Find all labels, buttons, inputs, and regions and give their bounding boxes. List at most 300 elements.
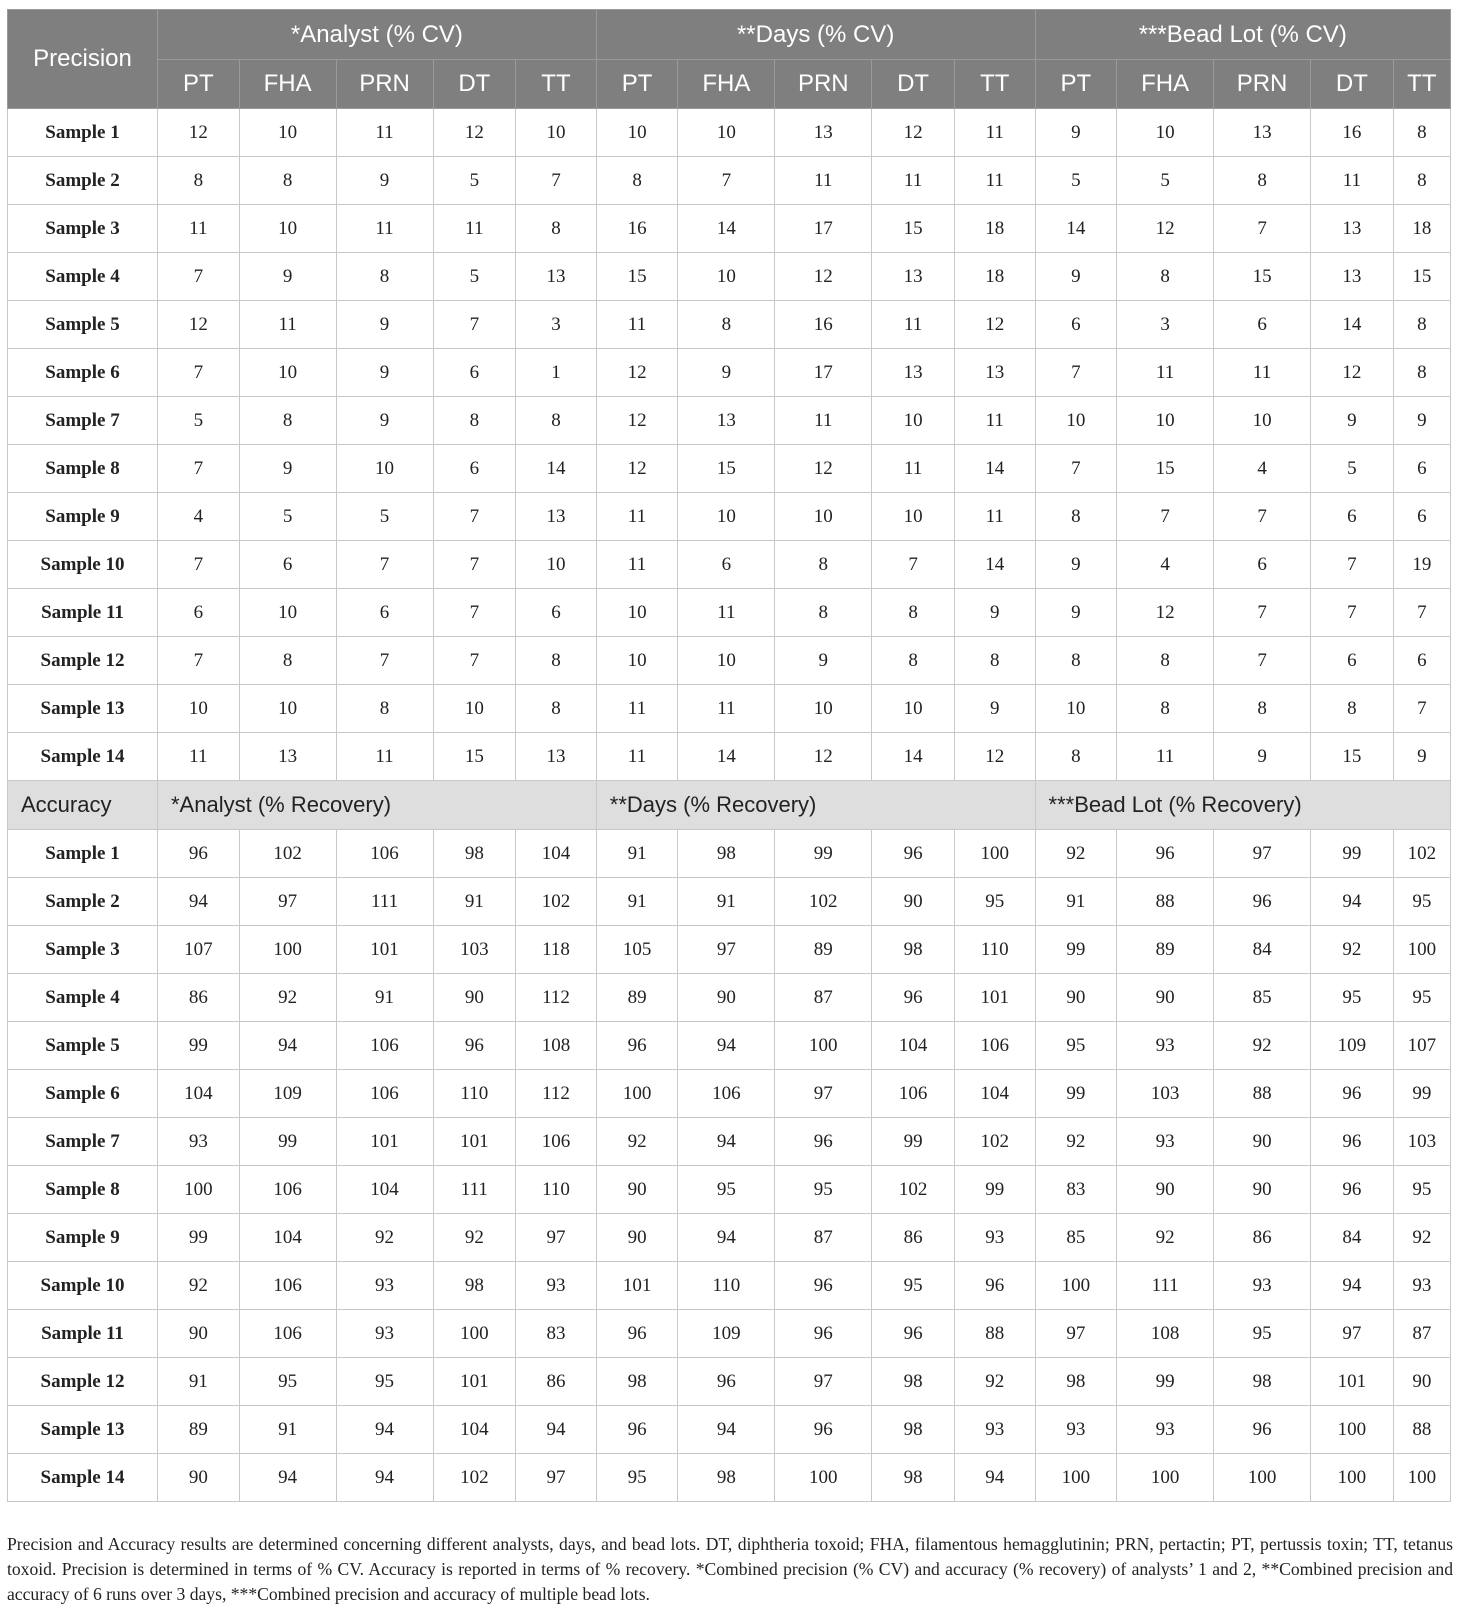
table-cell: 96 [775,1118,872,1166]
table-cell: 100 [596,1070,678,1118]
table-cell: 13 [775,109,872,157]
column-header: DT [433,60,516,109]
table-cell: 12 [596,349,678,397]
table-cell: 88 [1117,878,1214,926]
table-cell: 86 [158,974,240,1022]
table-cell: 7 [336,637,433,685]
table-cell: 100 [1117,1454,1214,1502]
table-cell: 96 [678,1358,775,1406]
table-cell: 91 [158,1358,240,1406]
table-cell: 14 [516,445,597,493]
table-cell: 95 [1214,1310,1311,1358]
table-cell: 4 [1214,445,1311,493]
table-cell: 106 [336,1070,433,1118]
table-cell: 13 [1311,253,1394,301]
table-cell: 10 [678,637,775,685]
table-cell: 90 [1393,1358,1450,1406]
table-cell: 10 [239,589,336,637]
days-recovery-header: **Days (% Recovery) [596,781,1035,830]
table-cell: 99 [872,1118,955,1166]
table-cell: 110 [678,1262,775,1310]
table-cell: 10 [1117,109,1214,157]
table-cell: 84 [1214,926,1311,974]
table-cell: 98 [1214,1358,1311,1406]
table-cell: 6 [336,589,433,637]
table-cell: 8 [433,397,516,445]
table-cell: 15 [678,445,775,493]
table-cell: 99 [775,830,872,878]
table-cell: 94 [678,1118,775,1166]
table-cell: 14 [872,733,955,781]
table-cell: 8 [1393,157,1450,205]
table-cell: 5 [433,253,516,301]
sample-label: Sample 10 [8,1262,158,1310]
table-cell: 7 [1035,445,1117,493]
table-cell: 92 [433,1214,516,1262]
table-cell: 8 [516,637,597,685]
table-row [8,541,1451,589]
table-cell: 95 [1035,1022,1117,1070]
table-cell: 106 [954,1022,1035,1070]
table-cell: 10 [678,109,775,157]
table-cell: 10 [678,253,775,301]
sample-label: Sample 12 [8,637,158,685]
table-cell: 100 [1035,1262,1117,1310]
sample-label: Sample 2 [8,878,158,926]
table-cell: 89 [775,926,872,974]
table-cell: 10 [158,685,240,733]
table-cell: 8 [1117,637,1214,685]
table-cell: 3 [1117,301,1214,349]
table-cell: 92 [1214,1022,1311,1070]
table-cell: 9 [1035,109,1117,157]
table-cell: 9 [954,589,1035,637]
table-cell: 15 [596,253,678,301]
table-cell: 92 [1035,1118,1117,1166]
table-cell: 96 [1214,878,1311,926]
table-cell: 16 [775,301,872,349]
table-cell: 6 [678,541,775,589]
table-cell: 18 [1393,205,1450,253]
sample-label: Sample 5 [8,1022,158,1070]
table-cell: 97 [1214,830,1311,878]
table-cell: 12 [1117,205,1214,253]
table-row [8,733,1451,781]
sample-label: Sample 4 [8,974,158,1022]
table-cell: 7 [1311,589,1394,637]
table-cell: 10 [1035,397,1117,445]
table-cell: 10 [1035,685,1117,733]
sample-label: Sample 12 [8,1358,158,1406]
table-cell: 96 [775,1310,872,1358]
table-row [8,1310,1451,1358]
table-cell: 94 [678,1022,775,1070]
table-cell: 94 [1311,1262,1394,1310]
table-row [8,1262,1451,1310]
table-cell: 8 [336,253,433,301]
table-cell: 11 [954,493,1035,541]
table-cell: 11 [678,589,775,637]
table-cell: 93 [1117,1118,1214,1166]
table-cell: 96 [433,1022,516,1070]
table-cell: 97 [678,926,775,974]
table-cell: 6 [1393,445,1450,493]
table-cell: 106 [239,1166,336,1214]
table-cell: 92 [239,974,336,1022]
table-cell: 98 [596,1358,678,1406]
table-cell: 8 [1311,685,1394,733]
table-cell: 90 [596,1214,678,1262]
table-cell: 7 [158,541,240,589]
table-cell: 5 [433,157,516,205]
table-cell: 11 [954,109,1035,157]
table-cell: 101 [954,974,1035,1022]
table-cell: 96 [596,1310,678,1358]
bead-lot-recovery-header: ***Bead Lot (% Recovery) [1035,781,1450,830]
table-cell: 14 [954,445,1035,493]
table-cell: 12 [433,109,516,157]
table-cell: 96 [1311,1166,1394,1214]
table-cell: 14 [678,205,775,253]
table-cell: 98 [678,1454,775,1502]
table-cell: 101 [433,1118,516,1166]
table-cell: 11 [872,445,955,493]
table-cell: 92 [1311,926,1394,974]
table-cell: 10 [239,685,336,733]
table-cell: 100 [433,1310,516,1358]
table-cell: 9 [336,157,433,205]
table-cell: 103 [433,926,516,974]
table-row [8,157,1451,205]
table-cell: 6 [1393,637,1450,685]
column-header: FHA [239,60,336,109]
sample-label: Sample 9 [8,493,158,541]
table-cell: 11 [158,205,240,253]
sample-label: Sample 10 [8,541,158,589]
table-cell: 88 [1214,1070,1311,1118]
table-cell: 7 [1311,541,1394,589]
table-row [8,685,1451,733]
column-header: DT [1311,60,1394,109]
table-cell: 96 [1311,1118,1394,1166]
table-cell: 6 [1393,493,1450,541]
table-cell: 90 [158,1454,240,1502]
sample-label: Sample 3 [8,926,158,974]
table-cell: 8 [1117,253,1214,301]
table-cell: 8 [239,637,336,685]
table-cell: 87 [775,1214,872,1262]
table-cell: 8 [1035,493,1117,541]
sample-label: Sample 6 [8,349,158,397]
table-cell: 94 [158,878,240,926]
table-cell: 9 [1311,397,1394,445]
table-cell: 13 [872,253,955,301]
table-cell: 11 [239,301,336,349]
precision-body [8,109,1451,781]
table-cell: 112 [516,1070,597,1118]
table-cell: 86 [872,1214,955,1262]
column-header: PT [596,60,678,109]
table-cell: 10 [596,637,678,685]
table-cell: 83 [1035,1166,1117,1214]
table-cell: 97 [516,1454,597,1502]
table-cell: 110 [516,1166,597,1214]
table-cell: 7 [678,157,775,205]
table-cell: 5 [239,493,336,541]
table-cell: 98 [678,830,775,878]
table-cell: 99 [1311,830,1394,878]
table-cell: 8 [239,157,336,205]
table-cell: 92 [596,1118,678,1166]
table-cell: 97 [775,1358,872,1406]
table-cell: 100 [1214,1454,1311,1502]
table-cell: 100 [1393,1454,1450,1502]
table-cell: 7 [433,301,516,349]
table-cell: 91 [433,878,516,926]
table-cell: 99 [158,1022,240,1070]
column-header: PT [158,60,240,109]
table-cell: 100 [1311,1406,1394,1454]
table-cell: 95 [872,1262,955,1310]
table-cell: 91 [336,974,433,1022]
table-cell: 95 [1393,878,1450,926]
table-cell: 107 [158,926,240,974]
table-cell: 94 [954,1454,1035,1502]
table-cell: 100 [775,1454,872,1502]
table-cell: 13 [239,733,336,781]
table-cell: 7 [1214,205,1311,253]
table-cell: 100 [1393,926,1450,974]
table-cell: 7 [516,157,597,205]
table-cell: 118 [516,926,597,974]
table-cell: 13 [516,493,597,541]
table-cell: 7 [433,637,516,685]
table-cell: 9 [1035,589,1117,637]
table-cell: 5 [158,397,240,445]
table-cell: 110 [433,1070,516,1118]
table-cell: 13 [1214,109,1311,157]
table-cell: 6 [158,589,240,637]
table-cell: 10 [433,685,516,733]
table-cell: 11 [1311,157,1394,205]
table-cell: 112 [516,974,597,1022]
table-cell: 94 [516,1406,597,1454]
table-cell: 11 [775,397,872,445]
table-cell: 8 [158,157,240,205]
table-cell: 93 [1393,1262,1450,1310]
table-cell: 100 [775,1022,872,1070]
table-cell: 15 [1117,445,1214,493]
table-cell: 93 [954,1406,1035,1454]
table-cell: 90 [1117,974,1214,1022]
accuracy-header: Accuracy [8,781,158,830]
table-cell: 95 [239,1358,336,1406]
table-cell: 90 [678,974,775,1022]
table-cell: 16 [1311,109,1394,157]
table-cell: 9 [1393,733,1450,781]
table-cell: 87 [1393,1310,1450,1358]
table-cell: 17 [775,205,872,253]
table-cell: 94 [239,1022,336,1070]
table-row [8,974,1451,1022]
table-cell: 8 [1035,637,1117,685]
table-cell: 93 [1214,1262,1311,1310]
table-cell: 89 [1117,926,1214,974]
sample-label: Sample 3 [8,205,158,253]
table-cell: 11 [678,685,775,733]
column-header: PRN [1214,60,1311,109]
table-cell: 3 [516,301,597,349]
table-row [8,253,1451,301]
table-cell: 94 [678,1214,775,1262]
table-cell: 111 [1117,1262,1214,1310]
table-cell: 104 [433,1406,516,1454]
table-cell: 96 [775,1406,872,1454]
table-row [8,878,1451,926]
table-cell: 111 [433,1166,516,1214]
table-cell: 10 [516,109,597,157]
table-cell: 6 [433,349,516,397]
table-cell: 92 [1393,1214,1450,1262]
table-cell: 10 [516,541,597,589]
table-cell: 13 [678,397,775,445]
table-cell: 13 [872,349,955,397]
table-cell: 12 [158,109,240,157]
table-cell: 7 [158,637,240,685]
table-cell: 101 [596,1262,678,1310]
table-cell: 8 [1393,349,1450,397]
table-cell: 90 [158,1310,240,1358]
table-cell: 12 [775,253,872,301]
table-cell: 8 [516,685,597,733]
table-cell: 8 [678,301,775,349]
table-cell: 102 [433,1454,516,1502]
table-cell: 88 [1393,1406,1450,1454]
table-cell: 89 [158,1406,240,1454]
table-cell: 11 [596,493,678,541]
table-cell: 13 [516,733,597,781]
column-header: PRN [775,60,872,109]
table-row [8,349,1451,397]
table-row [8,1406,1451,1454]
table-cell: 100 [158,1166,240,1214]
table-cell: 12 [954,301,1035,349]
table-cell: 12 [1311,349,1394,397]
table-cell: 8 [872,637,955,685]
table-cell: 97 [239,878,336,926]
table-cell: 99 [1035,926,1117,974]
table-row [8,1118,1451,1166]
table-cell: 104 [239,1214,336,1262]
table-cell: 83 [516,1310,597,1358]
table-cell: 8 [1393,109,1450,157]
sample-label: Sample 8 [8,445,158,493]
table-cell: 10 [239,109,336,157]
sample-label: Sample 5 [8,301,158,349]
sample-label: Sample 8 [8,1166,158,1214]
table-cell: 11 [336,109,433,157]
sample-label: Sample 7 [8,1118,158,1166]
table-cell: 8 [1117,685,1214,733]
accuracy-subheader [8,781,1451,830]
table-row [8,1454,1451,1502]
table-cell: 90 [1214,1118,1311,1166]
table-cell: 12 [775,445,872,493]
table-cell: 6 [1214,541,1311,589]
table-cell: 7 [433,541,516,589]
table-cell: 12 [158,301,240,349]
table-cell: 102 [872,1166,955,1214]
table-cell: 93 [336,1310,433,1358]
table-cell: 109 [678,1310,775,1358]
table-cell: 92 [158,1262,240,1310]
table-row [8,493,1451,541]
table-row [8,830,1451,878]
table-cell: 8 [1214,685,1311,733]
table-cell: 90 [433,974,516,1022]
table-cell: 11 [336,733,433,781]
table-cell: 92 [954,1358,1035,1406]
table-cell: 5 [336,493,433,541]
table-cell: 18 [954,205,1035,253]
table-cell: 10 [872,685,955,733]
table-cell: 90 [872,878,955,926]
table-cell: 14 [954,541,1035,589]
table-row [8,589,1451,637]
table-cell: 15 [1311,733,1394,781]
sample-label: Sample 9 [8,1214,158,1262]
column-header: FHA [1117,60,1214,109]
table-cell: 12 [954,733,1035,781]
table-cell: 10 [872,397,955,445]
table-cell: 9 [954,685,1035,733]
table-cell: 107 [1393,1022,1450,1070]
table-cell: 8 [872,589,955,637]
table-cell: 7 [336,541,433,589]
analyst-cv-header: *Analyst (% CV) [158,10,597,60]
table-cell: 96 [1214,1406,1311,1454]
table-row [8,1358,1451,1406]
table-cell: 106 [678,1070,775,1118]
table-cell: 5 [1311,445,1394,493]
sample-label: Sample 1 [8,830,158,878]
table-cell: 9 [1035,253,1117,301]
table-cell: 97 [775,1070,872,1118]
table-cell: 104 [516,830,597,878]
table-cell: 14 [1035,205,1117,253]
table-cell: 106 [239,1262,336,1310]
table-cell: 102 [516,878,597,926]
table-row [8,1166,1451,1214]
table-cell: 7 [433,589,516,637]
table-cell: 12 [872,109,955,157]
table-cell: 6 [516,589,597,637]
table-cell: 90 [1117,1166,1214,1214]
table-cell: 94 [336,1454,433,1502]
table-cell: 99 [1117,1358,1214,1406]
table-cell: 93 [336,1262,433,1310]
table-row [8,301,1451,349]
precision-accuracy-table [7,9,1451,1502]
table-cell: 110 [954,926,1035,974]
table-cell: 91 [1035,878,1117,926]
column-header: PT [1035,60,1117,109]
table-row [8,1070,1451,1118]
sample-label: Sample 6 [8,1070,158,1118]
table-cell: 99 [239,1118,336,1166]
table-cell: 10 [596,109,678,157]
analyst-recovery-header: *Analyst (% Recovery) [158,781,597,830]
